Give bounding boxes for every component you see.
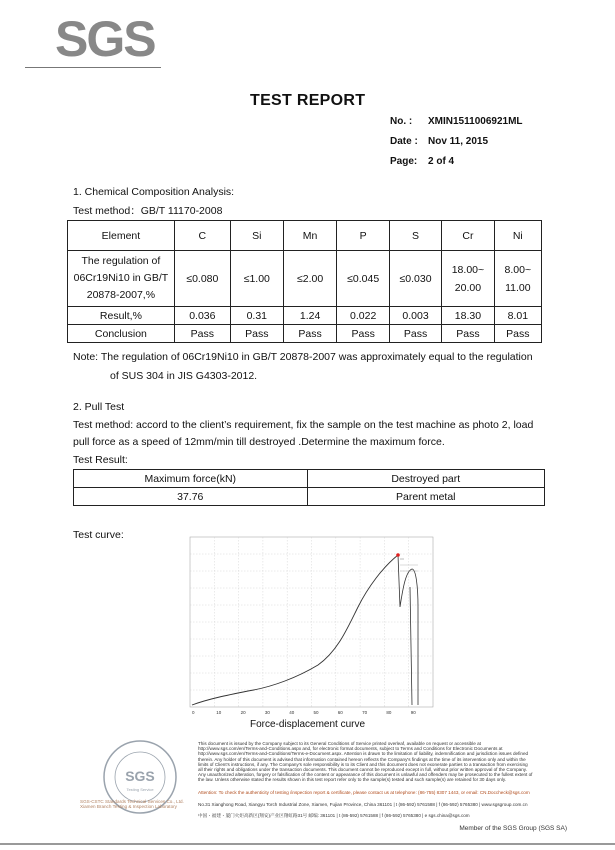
note-line-2: of SUS 304 in JIS G4303-2012. [110, 370, 258, 382]
table-row [74, 488, 545, 506]
x-tick-label: 0 [192, 710, 195, 715]
col-ni: Ni [494, 221, 541, 251]
table-row-conclusion [68, 325, 542, 343]
page-title: TEST REPORT [250, 92, 366, 109]
logo-underline [25, 67, 161, 68]
stamp-text: SGS [125, 768, 155, 784]
sgs-logo: SGS [55, 11, 155, 67]
report-page-value: 2 of 4 [428, 156, 455, 167]
footer-disclaimer: This document is issued by the Company subject to its General Conditions of Service printed overleaf, available on request or accessible at http://www.sgs.com/en/Terms-and-Conditions.aspx and, for electronic format documents, subject to Terms and Conditions for Electronic Documents at http://www.sgs.com/en/Terms-and-Conditions/Terms-e-Document.aspx. Attention is drawn to the limitation of liability, indemnification and jurisdiction issues defined therein. Any holder of this document is advised that information contained hereon reflects the Company's findings at the time of its intervention only and within the limits of Client's instructions, if any. The Company's sole responsibility is to its Client and this document does not exonerate parties to a transaction from exercising all their rights and obligations under the transaction documents. This document cannot be reproduced except in full, without prior written approval of the Company. Any unauthorized alteration, forgery or falsification of the content or appearance of this document is unlawful and offenders may be prosecuted to the fullest extent of the law. Unless otherwise stated the results shown in this test report refer only to the sample(s) tested and such sample(s) are retained for 30 days only. [198, 741, 533, 783]
conclusion-c: Pass [174, 325, 230, 343]
conclusion-s: Pass [389, 325, 441, 343]
regulation-si: ≤1.00 [230, 251, 283, 307]
sgs-member-note: Member of the SGS Group (SGS SA) [459, 825, 567, 832]
col-c: C [174, 221, 230, 251]
footer-address-cn: 中国・福建・厦门火炬高新区(翔安)产业区翔虹路31号 邮编: 361101 | t (86-592) 5761588 | f (86-592) 5765380 | e sgs.china@sgs.com [198, 813, 470, 818]
section1-method: Test method：GB/T 11170-2008 [73, 205, 223, 217]
report-no-label: No. : [390, 116, 413, 127]
stamp-caption: Testing Service [126, 787, 154, 792]
regulation-s: ≤0.030 [389, 251, 441, 307]
regulation-label-line: 20878-2007,% [86, 289, 156, 301]
conclusion-cr: Pass [442, 325, 494, 343]
force-displacement-chart [178, 527, 443, 730]
lab-name-line-2: Xiamen Branch Testing & Inspection Laboratory [80, 804, 177, 810]
result-s: 0.003 [389, 307, 441, 325]
chart-caption: Force-displacement curve [250, 719, 366, 730]
chemical-composition-table [67, 220, 542, 343]
table-header-row [74, 470, 545, 488]
peak-marker [396, 553, 400, 557]
table-row-result [68, 307, 542, 325]
lab-name-line-1: SGS-CSTC Standards Technical Services Co., Ltd. [80, 799, 184, 804]
col-mn: Mn [283, 221, 337, 251]
section2-method-line-1: Test method: accord to the client’s requirement, fix the sample on the test machine as photo 2, load [73, 419, 534, 431]
pull-test-table [73, 469, 545, 506]
regulation-mn: ≤2.00 [283, 251, 337, 307]
report-date-value: Nov 11, 2015 [428, 136, 489, 147]
conclusion-mn: Pass [283, 325, 337, 343]
lab-name [80, 799, 200, 809]
x-tick-label: 60 [337, 710, 343, 715]
result-label: Result,% [68, 307, 175, 325]
regulation-label-line: 06Cr19Ni10 in GB/T [73, 272, 169, 284]
col-element: Element [68, 221, 175, 251]
x-tick-label: 80 [386, 710, 392, 715]
regulation-ni-line: 11.00 [505, 281, 531, 294]
regulation-cr-line: 20.00 [454, 281, 482, 294]
note-line-1: Note: The regulation of 06Cr19Ni10 in GB/T 20878-2007 was approximately equal to the regulation [73, 351, 533, 363]
result-si: 0.31 [230, 307, 283, 325]
result-mn: 1.24 [283, 307, 337, 325]
table-header-row [68, 221, 542, 251]
test-curve-label: Test curve: [73, 529, 124, 541]
section2-heading: 2. Pull Test [73, 401, 125, 413]
regulation-c: ≤0.080 [174, 251, 230, 307]
col-destroyed-part: Destroyed part [307, 470, 545, 488]
destroyed-part-value: Parent metal [307, 488, 545, 506]
test-result-label: Test Result: [73, 454, 128, 466]
x-tick-label: 90 [410, 710, 416, 715]
footer-address-en: No.31 Xianghong Road, Xiangyu Torch Industrial Zone, Xiamen, Fujian Province, China 361101 | t (86-592) 5761588 | f (86-592) 5765380 | www.sgsgroup.com.cn [198, 802, 528, 807]
x-tick-label: 20 [240, 710, 246, 715]
regulation-ni [494, 251, 541, 307]
report-page-label: Page: [390, 156, 418, 167]
x-tick-label: 30 [264, 710, 270, 715]
col-s: S [389, 221, 441, 251]
conclusion-si: Pass [230, 325, 283, 343]
result-ni: 8.01 [494, 307, 541, 325]
bottom-rule [0, 843, 615, 845]
x-tick-label: 50 [313, 710, 319, 715]
x-tick-label: 70 [362, 710, 368, 715]
report-date-label: Date : [390, 136, 418, 147]
max-force-value: 37.76 [74, 488, 308, 506]
col-cr: Cr [442, 221, 494, 251]
conclusion-p: Pass [337, 325, 389, 343]
result-p: 0.022 [337, 307, 389, 325]
regulation-label-line: The regulation of [81, 255, 161, 267]
table-row-regulation [68, 251, 542, 307]
conclusion-ni: Pass [494, 325, 541, 343]
x-tick-label: 40 [289, 710, 295, 715]
result-c: 0.036 [174, 307, 230, 325]
section2-method-line-2: pull force as a speed of 12mm/min till destroyed .Determine the maximum force. [73, 436, 445, 448]
report-no-value: XMIN1511006921ML [428, 116, 523, 127]
regulation-label [68, 251, 175, 307]
footer-attention: Attention: To check the authenticity of testing /inspection report & certificate, please contact us at telephone: (86-755) 8307 1443, or email: CN.Doccheck@sgs.com [198, 790, 530, 795]
conclusion-label: Conclusion [68, 325, 175, 343]
report-meta [390, 112, 523, 172]
regulation-cr [442, 251, 494, 307]
regulation-cr-line: 18.00~ [451, 263, 485, 276]
result-cr: 18.30 [442, 307, 494, 325]
col-p: P [337, 221, 389, 251]
col-max-force: Maximum force(kN) [74, 470, 308, 488]
regulation-p: ≤0.045 [337, 251, 389, 307]
chart-background [178, 527, 443, 730]
x-tick-label: 10 [216, 710, 222, 715]
regulation-ni-line: 8.00~ [504, 263, 532, 276]
col-si: Si [230, 221, 283, 251]
section1-heading: 1. Chemical Composition Analysis: [73, 186, 235, 198]
